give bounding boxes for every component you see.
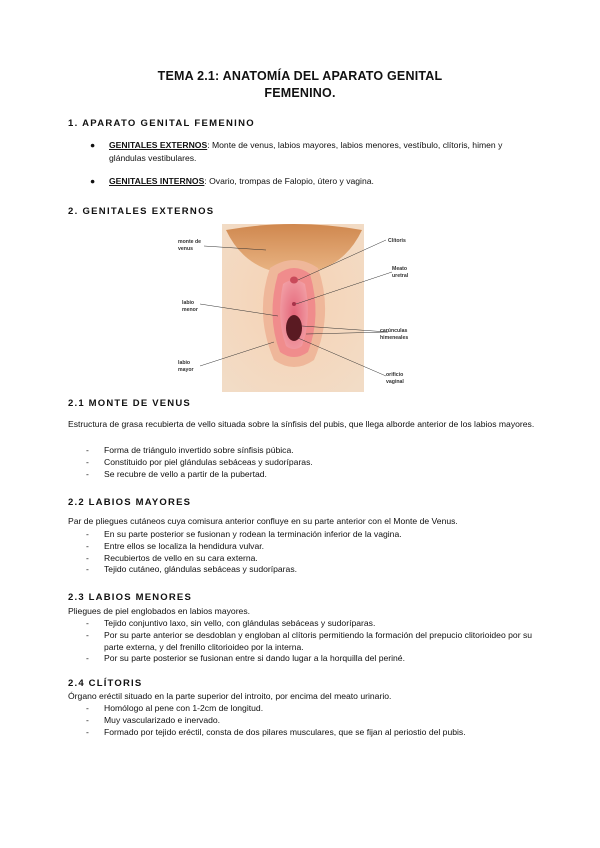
list-item-text: En su parte posterior se fusionan y rodean la terminación inferior de la vagina.: [104, 529, 402, 539]
list-item: - Homólogo al pene con 1-2cm de longitud.: [86, 703, 264, 713]
bullet-label: GENITALES INTERNOS: [109, 176, 205, 186]
section-2-2-heading: 2.2 LABIOS MAYORES: [68, 497, 192, 508]
section-2-3-intro: Pliegues de piel englobados en labios mayores.: [68, 606, 251, 616]
title-line-2: FEMENINO.: [264, 86, 336, 100]
clitoris-shape: [290, 277, 298, 284]
bullet-text: [92, 139, 538, 164]
list-item-text: Se recubre de vello a partir de la pubertad.: [104, 468, 267, 479]
label-labio-mayor-2: mayor: [178, 367, 194, 373]
list-item-text: Entre ellos se localiza la hendidura vulvar.: [104, 540, 265, 551]
list-item: - Constituido por piel glándulas sebáceas y sudoríparas.: [86, 456, 313, 467]
section-2-4-list: [86, 703, 538, 738]
list-item-text: Por su parte posterior se fusionan entre si dando lugar a la horquilla del periné.: [104, 653, 405, 664]
list-item: - Forma de triángulo invertido sobre sínfisis púbica.: [86, 445, 294, 455]
bullet-dot: ●: [90, 140, 96, 150]
list-item-text: Constituido por piel glándulas sebáceas y sudoríparas.: [104, 456, 313, 467]
list-item-text: Tejido cutáneo, glándulas sebáceas y sudoríparas.: [104, 564, 298, 575]
list-item-text: Recubiertos de vello en su cara externa.: [104, 552, 258, 563]
document-title: [0, 68, 600, 102]
section-1-heading: 1. APARATO GENITAL FEMENINO: [68, 118, 255, 129]
section-2-heading: 2. GENITALES EXTERNOS: [68, 206, 215, 217]
label-labio-menor-2: menor: [182, 307, 198, 313]
list-item: - Por su parte anterior se desdoblan y engloban al clítoris permitiendo la formación del prepucio clitorioideo por su parte externa, y del frenillo clitorioideo por la interna.: [86, 629, 533, 652]
list-item-text: Homólogo al pene con 1-2cm de longitud.: [104, 703, 264, 713]
section-2-4-heading: 2.4 CLÍTORIS: [68, 678, 143, 689]
label-orificio: orificio: [386, 372, 404, 378]
label-orificio-2: vaginal: [386, 379, 404, 385]
list-item: - Se recubre de vello a partir de la pubertad.: [86, 468, 267, 479]
list-item-text: Formado por tejido eréctil, consta de dos pilares musculares, que se fijan al periostio del pubis.: [104, 726, 466, 737]
vulva-anatomy-figure: [174, 224, 414, 394]
section-2-1-intro: Estructura de grasa recubierta de vello situada sobre la sínfisis del pubis, que llega alborde anterior de los labios mayores.: [68, 419, 535, 429]
bullet-description: : Monte de venus, labios mayores, labios menores, vestíbulo, clítoris, himen y glándulas vestibulares.: [109, 140, 503, 163]
bullet-genitales-externos: [92, 139, 538, 164]
list-item-text: Muy vascularizado e inervado.: [104, 714, 221, 725]
label-monte-venus-2: venus: [178, 246, 193, 252]
list-item: - Entre ellos se localiza la hendidura vulvar.: [86, 540, 265, 551]
bullet-text: [92, 175, 538, 188]
list-item-text: Forma de triángulo invertido sobre sínfisis púbica.: [104, 445, 294, 455]
section-2-2-list: [86, 529, 538, 576]
label-meato-2: uretral: [392, 273, 409, 279]
list-item: - Tejido cutáneo, glándulas sebáceas y sudoríparas.: [86, 564, 298, 575]
label-clitoris: Clítoris: [388, 238, 406, 244]
section-2-1-list: [86, 445, 538, 480]
list-item: - Recubiertos de vello en su cara externa.: [86, 552, 258, 563]
section-2-2-intro: Par de pliegues cutáneos cuya comisura anterior confluye en su parte anterior con el Monte de Venus.: [68, 516, 458, 526]
section-2-4-intro: Órgano eréctil situado en la parte superior del introito, por encima del meato urinario.: [68, 691, 392, 701]
vaginal-orifice-shape: [286, 315, 302, 341]
label-carunculas-2: himeneales: [380, 335, 409, 341]
label-labio-mayor: labio: [178, 360, 191, 366]
section-2-1-heading: 2.1 MONTE DE VENUS: [68, 398, 191, 409]
list-item: - En su parte posterior se fusionan y rodean la terminación inferior de la vagina.: [86, 529, 402, 539]
label-labio-menor: labio: [182, 300, 195, 306]
title-line-1: TEMA 2.1: ANATOMÍA DEL APARATO GENITAL: [157, 69, 443, 83]
bullet-dot: ●: [90, 176, 96, 186]
label-monte-venus: monte de: [178, 239, 202, 245]
list-item: - Por su parte posterior se fusionan entre si dando lugar a la horquilla del periné.: [86, 653, 405, 664]
urethral-meatus-shape: [292, 302, 296, 306]
section-2-3-heading: 2.3 LABIOS MENORES: [68, 592, 193, 603]
bullet-description: : Ovario, trompas de Falopio, útero y vagina.: [204, 176, 374, 186]
section-2-3-list: [86, 618, 538, 665]
list-item: - Formado por tejido eréctil, consta de dos pilares musculares, que se fijan al periostio del pubis.: [86, 726, 466, 737]
list-item-text: Por su parte anterior se desdoblan y engloban al clítoris permitiendo la formación del prepucio clitorioideo por su parte externa, y del frenillo clitorioideo por la interna.: [104, 629, 533, 652]
list-item-text: Tejido conjuntivo laxo, sin vello, con glándulas sebáceas y sudoríparas.: [104, 618, 376, 628]
label-meato: Meato: [392, 266, 407, 272]
list-item: - Tejido conjuntivo laxo, sin vello, con glándulas sebáceas y sudoríparas.: [86, 618, 376, 628]
list-item: - Muy vascularizado e inervado.: [86, 714, 221, 725]
bullet-label: GENITALES EXTERNOS: [109, 140, 208, 150]
bullet-genitales-internos: [92, 175, 538, 188]
label-carunculas: carúnculas: [380, 328, 408, 334]
